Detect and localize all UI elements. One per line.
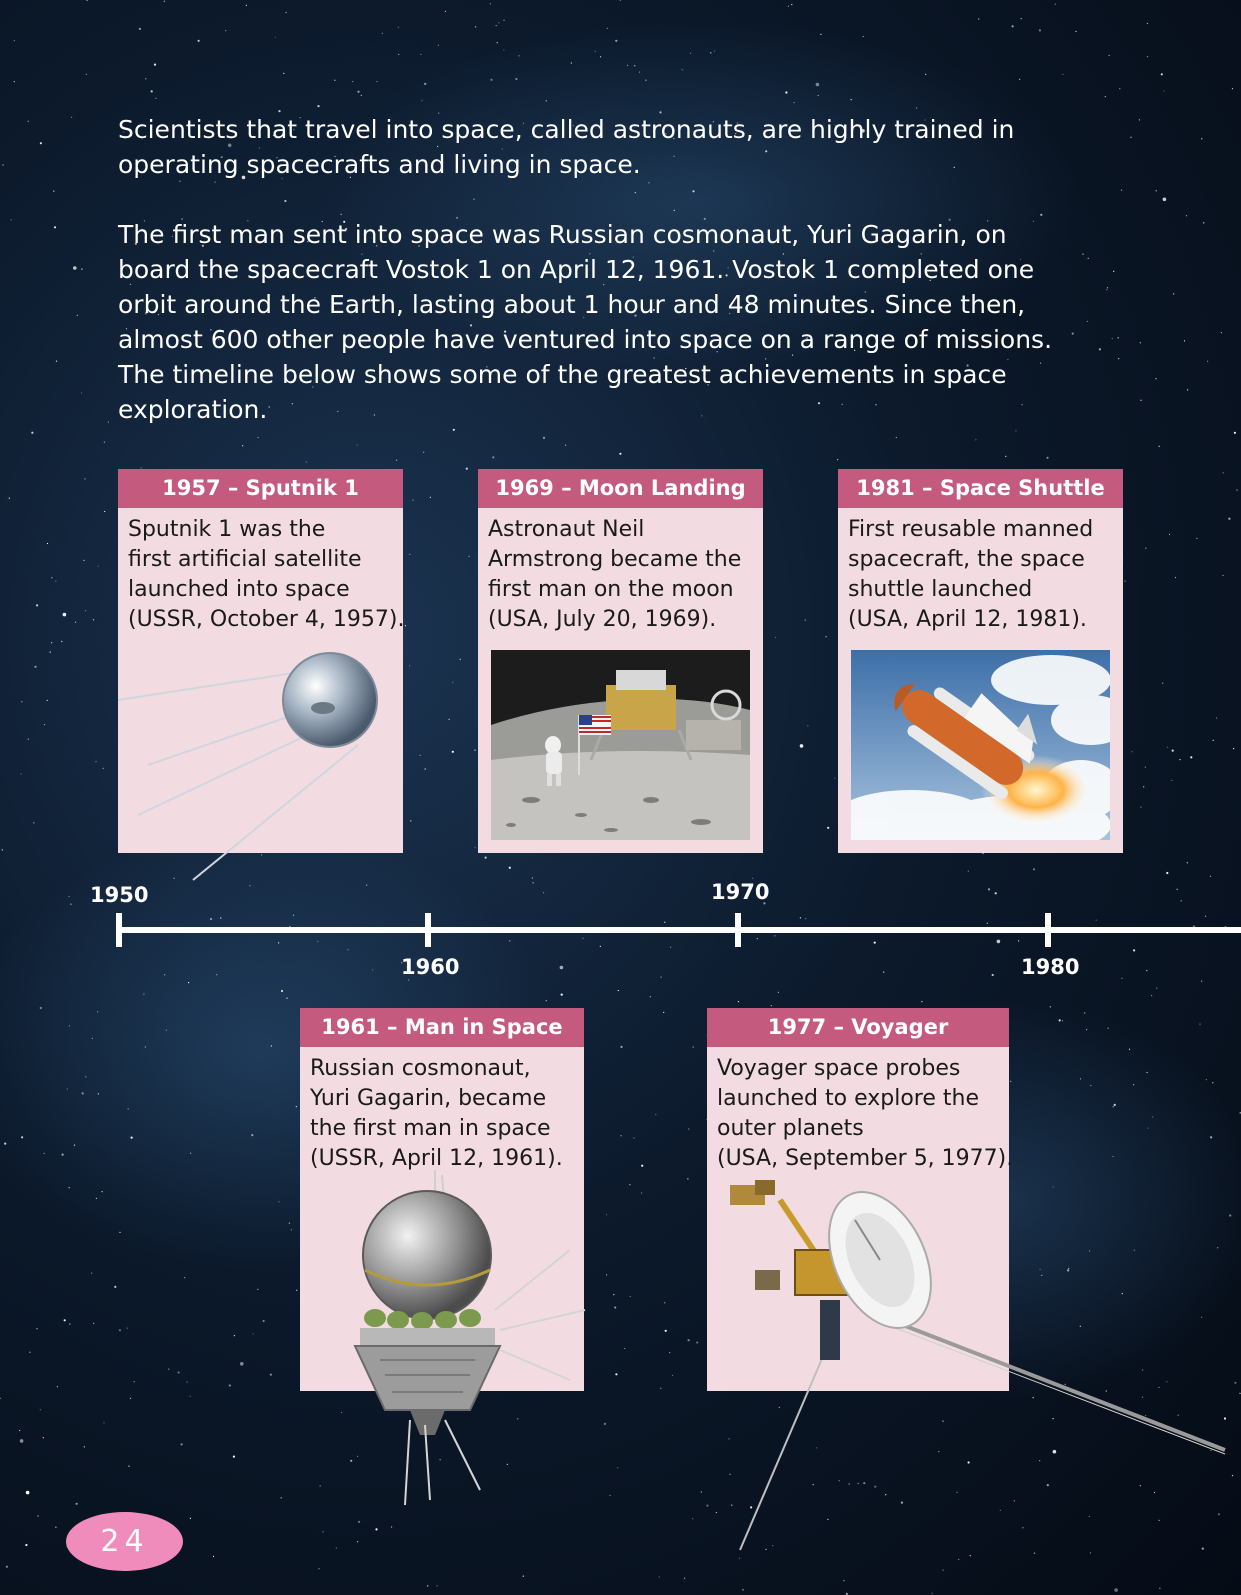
- intro-paragraph-1: Scientists that travel into space, called astronauts, are highly trained in operating spacecrafts and living in space.: [118, 115, 1015, 179]
- event-title-moon-landing: 1969 – Moon Landing: [478, 469, 763, 508]
- page-number-badge: 24: [66, 1512, 183, 1571]
- timeline-label-1970: 1970: [711, 880, 770, 904]
- event-description-man-in-space: Russian cosmonaut, Yuri Gagarin, became the first man in space (USSR, April 12, 1961).: [310, 1056, 563, 1171]
- timeline-label-1960: 1960: [401, 955, 460, 979]
- event-description-voyager: Voyager space probes launched to explore the outer planets (USA, September 5, 1977).: [717, 1056, 1014, 1171]
- event-description-sputnik: Sputnik 1 was the first artificial satellite launched into space (USSR, October 4, 1957).: [128, 517, 405, 632]
- timeline-axis: [0, 890, 1241, 950]
- event-title-space-shuttle: 1981 – Space Shuttle: [838, 469, 1123, 508]
- event-title-sputnik: 1957 – Sputnik 1: [118, 469, 403, 508]
- timeline-label-1950: 1950: [90, 883, 149, 907]
- moon-landing-photo: [491, 650, 750, 840]
- sputnik-satellite-image: [118, 650, 418, 890]
- space-shuttle-photo: [851, 650, 1110, 840]
- event-description-moon-landing: Astronaut Neil Armstrong became the first man on the moon (USA, July 20, 1969).: [488, 517, 742, 632]
- timeline-label-1980: 1980: [1021, 955, 1080, 979]
- intro-paragraph-2: The first man sent into space was Russian cosmonaut, Yuri Gagarin, on board the spacecraft Vostok 1 on April 12, 1961. Vostok 1 completed one orbit around the Earth, lasting about 1 hour and 48 minutes. Since then, almost 600 other people have ventured into space on a range of missions. The timeline below shows some of the greatest achievements in space exploration.: [118, 220, 1053, 424]
- event-description-space-shuttle: First reusable manned spacecraft, the space shuttle launched (USA, April 12, 1981).: [848, 517, 1094, 632]
- event-title-voyager: 1977 – Voyager: [707, 1008, 1009, 1047]
- voyager-probe-image: [730, 1180, 1230, 1560]
- event-title-man-in-space: 1961 – Man in Space: [300, 1008, 584, 1047]
- vostok-spacecraft-image: [330, 1170, 590, 1510]
